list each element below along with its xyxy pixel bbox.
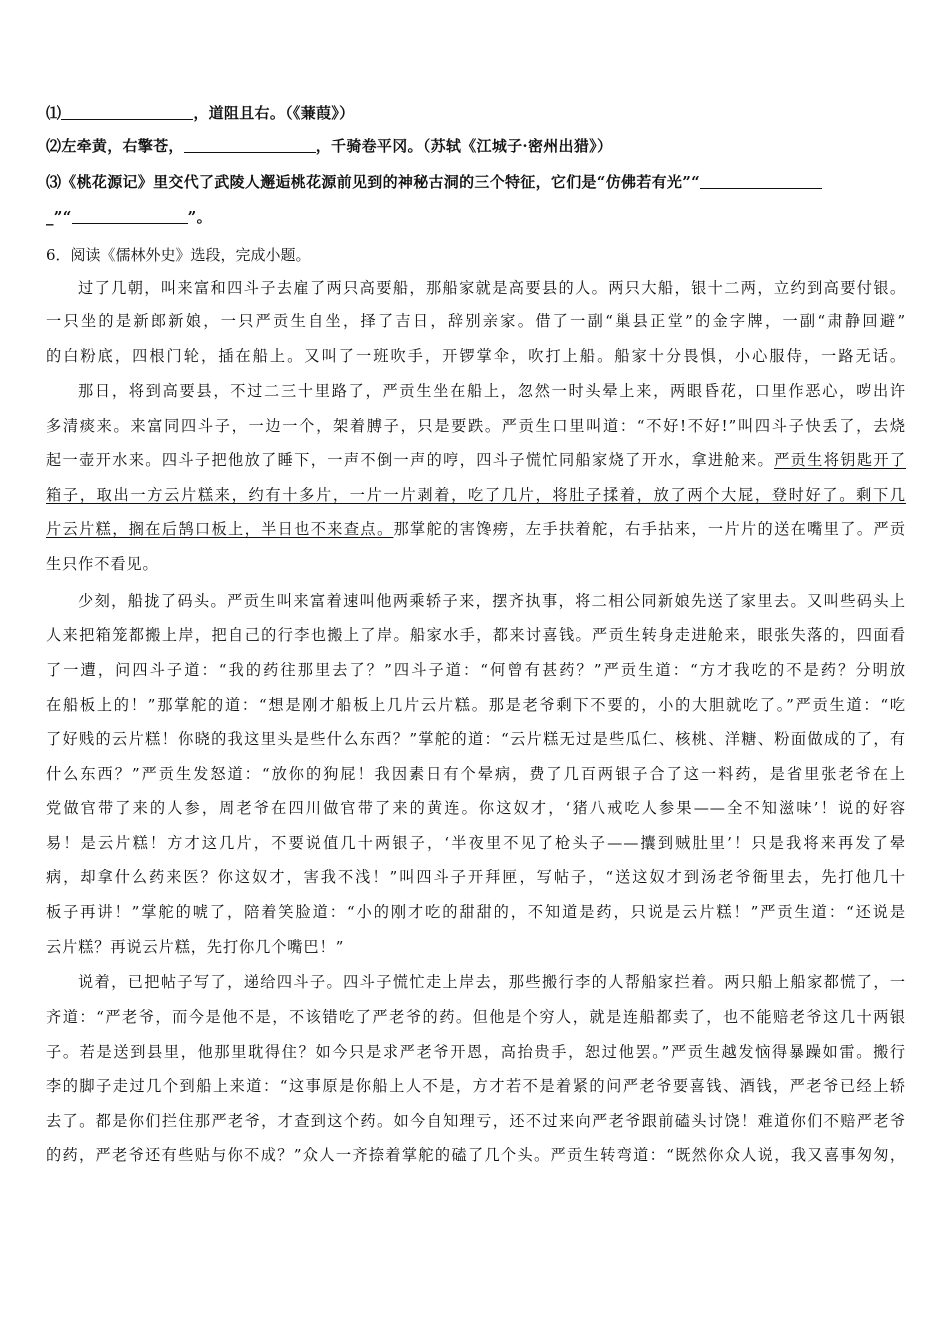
answer-blank-3b[interactable] [72,209,188,224]
passage-line: 子。若是送到县里，他那里耽得住？如今只是求严老爷开恩，高抬贵手，恕过他罢。”严贡生越发恼得暴躁如雷。搬行 [46,1043,906,1061]
question-2-number: ⑵ [46,137,62,155]
passage-line: 易！是云片糕！方才这几片，不要说值几十两银子，‘半夜里不见了枪头子——攮到贼肚里’！只是我将来再发了晕 [46,834,906,852]
passage-line: 齐道：“严老爷，而今是他不是，不该错吃了严老爷的药。但他是个穷人，就是连船都卖了，也不能赔老爷这几十两银 [46,1008,906,1026]
question-2-text-after: ，千骑卷平冈。（苏轼《江城子·密州出猎》） [315,137,613,155]
question-1-text: ，道阻且右。（《蒹葭》） [193,104,355,122]
passage-line: 了好贱的云片糕！你晓的我这里头是些什么东西？”掌舵的道：“云片糕无过是些瓜仁、核桃、洋糖、粉面做成的了，有 [46,730,906,748]
passage-line: 过了几朝，叫来富和四斗子去雇了两只高要船，那船家就是高要县的人。两只大船，银十二两，立约到高要付银。 [78,279,906,297]
passage-line: 病，却拿什么药来医？你这奴才，害我不浅！”叫四斗子开拜匣，写帖子，“送这奴才到汤老爷衙里去，先打他几十 [46,868,906,886]
passage-segment: 那掌舵的害馋痨，左手扶着舵，右手拈来，一片片的送在嘴里了。严贡 [393,520,906,538]
section-heading: 6．阅读《儒林外史》选段，完成小题。 [46,246,311,264]
passage-line: 少刻，船拢了码头。严贡生叫来富着速叫他两乘轿子来，摆齐执事，将二相公同新娘先送了家里去。又叫些码头上 [78,592,906,610]
passage-line: 李的脚子走过几个到船上来道：“这事原是你船上人不是，方才若不是着紧的问严老爷要喜钱、酒钱，严老爷已经上轿 [46,1077,906,1095]
question-3-end: ”。 [187,208,212,226]
passage-line: 人来把箱笼都搬上岸，把自己的行李也搬上了岸。船家水手，都来讨喜钱。严贡生转身走进舱来，眼张失落的，四面看 [46,626,906,644]
question-3-text: ⑶《桃花源记》里交代了武陵人邂逅桃花源前见到的神秘古洞的三个特征，它们是“仿佛若有光”“ [46,173,701,191]
passage-line [46,518,906,539]
passage-segment: 起一壶开水来。四斗子把他放了睡下，一声不倒一声的哼，四斗子慌忙同船家烧了开水，拿进舱来。 [46,451,775,469]
underlined-segment: 严贡生将钥匙开了 [774,451,906,469]
passage-line: 的白粉底，四根门轮，插在船上。又叫了一班吹手，开锣掌伞，吹打上船。船家十分畏惧，小心服侍，一路无话。 [46,347,906,365]
answer-blank-1[interactable] [61,105,193,120]
question-2-text-before: 左牵黄，右擎苍， [61,137,184,155]
passage-line: 那日，将到高要县，不过二三十里路了，严贡生坐在船上，忽然一时头晕上来，两眼昏花，口里作恶心，哕出许 [78,382,906,400]
passage-line: 在船板上的！”那掌舵的道：“想是刚才船板上几片云片糕。那是老爷剩下不要的，小的大胆就吃了。”严贡生道：“吃 [46,696,906,714]
passage-line: 云片糕？再说云片糕，先打你几个嘴巴！” [46,938,345,956]
passage-line: 多清痰来。来富同四斗子，一边一个，架着膊子，只是要跌。严贡生口里叫道：“不好!不好!”叫四斗子快丢了，去烧 [46,417,906,435]
question-1-number: ⑴ [46,104,62,122]
passage-line: 说着，已把帖子写了，递给四斗子。四斗子慌忙走上岸去，那些搬行李的人帮船家拦着。两只船上船家都慌了，一 [78,973,906,991]
passage-line: 什么东西？”严贡生发怒道：“放你的狗屁！我因素日有个晕病，费了几百两银子合了这一料药，是省里张老爷在上 [46,765,906,783]
question-1 [46,102,354,123]
answer-blank-3a[interactable] [700,174,822,189]
passage-line: 去了。都是你们拦住那严老爷，才查到这个药。如今自知理亏，还不过来向严老爷跟前磕头讨饶！难道你们不赔严老爷 [46,1112,906,1130]
question-3-quote-join: _”“ [46,208,72,226]
passage-line [46,449,906,470]
passage-line: 党做官带了来的人参，周老爷在四川做官带了来的黄连。你这奴才，‘猪八戒吃人参果——全不知滋味’！说的好容 [46,799,906,817]
passage-line: 板子再讲！”掌舵的唬了，陪着笑脸道：“小的刚才吃的甜甜的，不知道是药，只说是云片糕！”严贡生道：“还说是 [46,903,906,921]
underlined-segment: 箱子，取出一方云片糕来，约有十多片，一片一片剥着，吃了几片，将肚子揉着，放了两个大屁，登时好了。剩下几 [46,486,906,504]
question-3-line-2 [46,206,212,227]
passage-line: 的药，严老爷还有些贴与你不成？”众人一齐捺着掌舵的磕了几个头。严贡生转弯道：“既然你众人说，我又喜事匆匆， [46,1146,906,1164]
passage-line: 生只作不看见。 [46,555,159,573]
question-3-line-1 [46,171,822,192]
answer-blank-2[interactable] [184,138,316,153]
passage-line: 一只坐的是新郎新娘，一只严贡生自坐，择了吉日，辞别亲家。借了一副“巢县正堂”的金字牌，一副“肃静回避” [46,312,906,330]
underlined-segment: 片云片糕，搁在后鹄口板上，半日也不来查点。 [46,520,394,538]
question-2 [46,135,612,156]
passage-line-underlined [46,484,906,505]
passage-line: 了一遭，问四斗子道：“我的药往那里去了？”四斗子道：“何曾有甚药？”严贡生道：“方才我吃的不是药？分明放 [46,661,906,679]
